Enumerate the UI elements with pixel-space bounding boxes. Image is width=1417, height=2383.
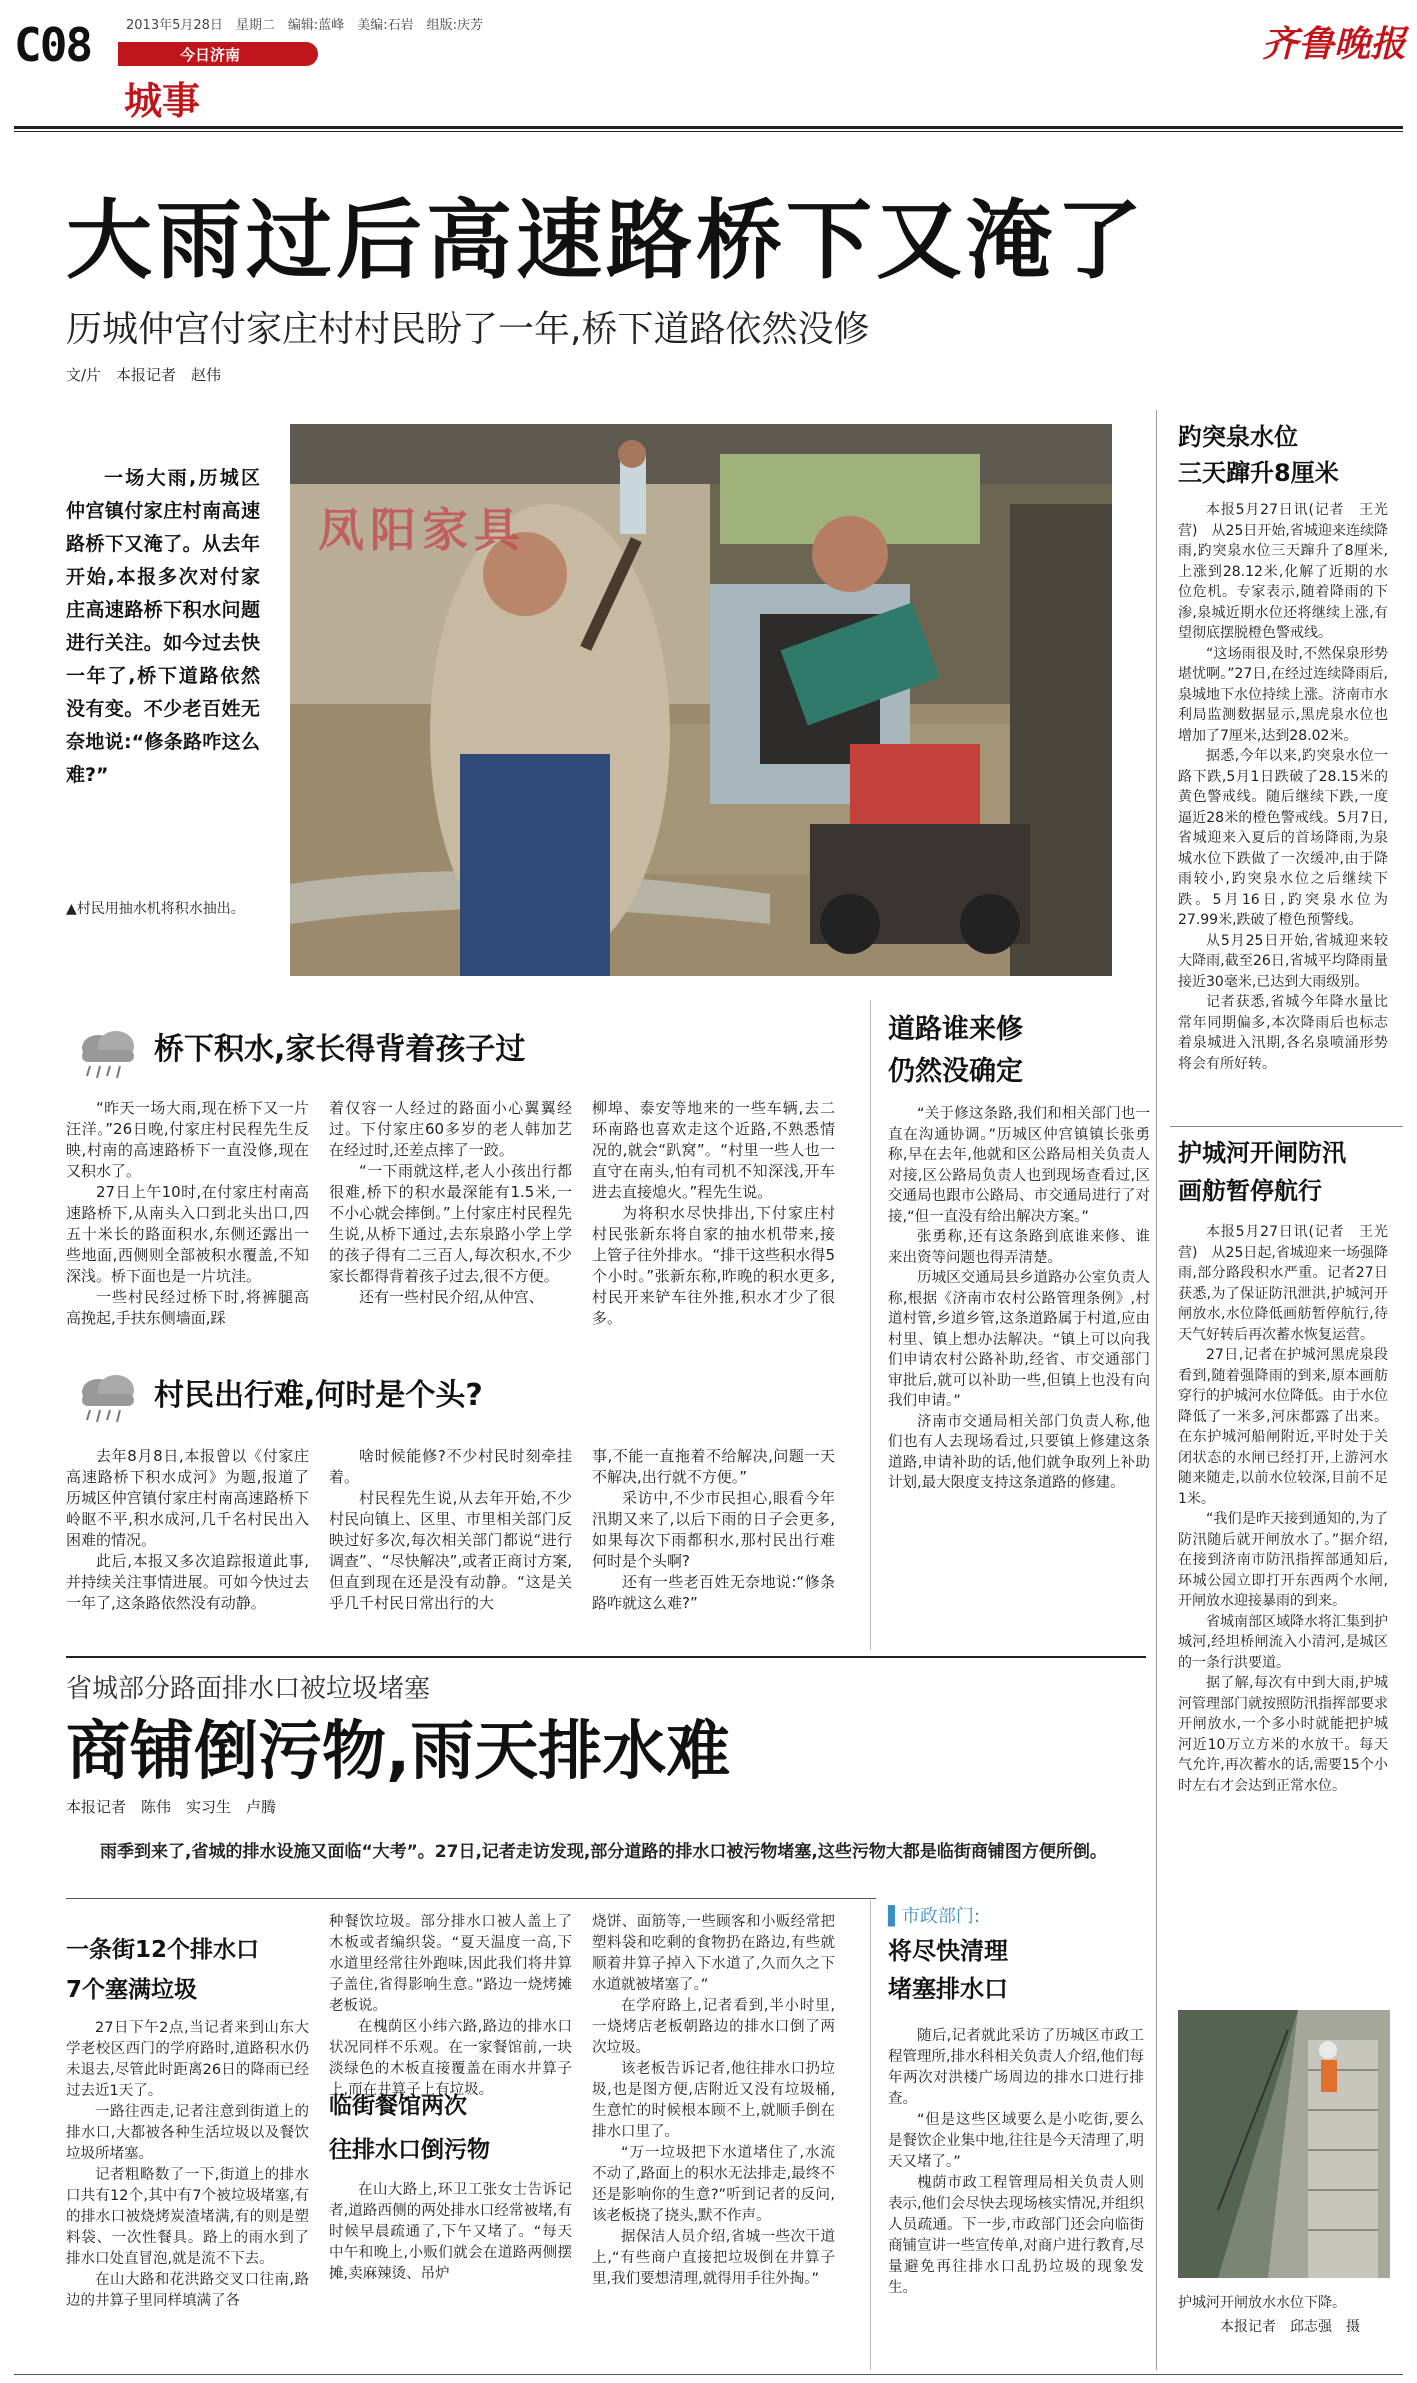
story3-para: 记者粗略数了一下,街道上的排水口共有12个,其中有7个被垃圾堵塞,有的排水口被烧烤炭渣堵满,有的则是塑料袋、一次性餐具。路上的雨水到了排水口处直冒泡,就是流不下去。: [66, 2167, 309, 2267]
story2-para: 啥时候能修?不少村民时刻牵挂着。: [329, 1447, 572, 1486]
story1-para: “一下雨就这样,老人小孩出行都很难,桥下的积水最深能有1.5米,一不小心就会摔倒。”上付家庄村民程先生说,从桥下通过,去东泉路小学上学的孩子得有二三百人,每次积水,不少家长都得背着孩子过去,很不方便。: [329, 1162, 572, 1285]
story1-para: 为将积水尽快排出,下付家庄村村民张新东将自家的抽水机带来,接上管子往外排水。“排干这些积水得5个小时。”张新东称,昨晚的积水更多,村民开来铲车往外推,积水才少了很多。: [592, 1204, 835, 1327]
moat-photo: [1178, 2010, 1390, 2278]
story3-para: 烧饼、面筋等,一些顾客和小贩经常把塑料袋和吃剩的食物扔在路边,有些就顺着井算子掉入下水道了,久而久之下水道就被堵塞了。”: [592, 1914, 835, 1993]
side1-para: 张勇称,还有这条路到底谁来修、谁来出资等问题也得弄清楚。: [888, 1229, 1150, 1266]
story3-sub2-line1: 临街餐馆两次: [329, 2093, 467, 2119]
right-body2: [1178, 1222, 1388, 2002]
story2-title: 村民出行难,何时是个头?: [154, 1378, 483, 1413]
right-para: “我们是昨天接到通知的,为了防汛随后就开闸放水了。”据介绍,在接到济南市防汛指挥部通知后,环城公园立即打开东西两个水闸,开闸放水迎接暴雨的到来。: [1178, 1511, 1388, 1609]
side1-divider: [870, 1000, 871, 1650]
header-rule-thin: [14, 131, 1403, 132]
lead-headline: 大雨过后高速路桥下又淹了: [66, 191, 1146, 291]
right-column-divider: [1156, 410, 1157, 2370]
story3-para: “万一垃圾把下水道堵住了,水流不动了,路面上的积水无法排走,最终不还是影响你的生意?”听到记者的反问,该老板挠了挠头,默不作声。: [592, 2145, 835, 2224]
story3-col3: [592, 1912, 835, 2370]
story3-side-tag: ▌市政部门:: [888, 1906, 980, 1927]
right-para: 本报5月27日讯(记者 王光营) 从25日起,省城迎来一场强降雨,部分路段积水严重。记者27日获悉,为了保证防汛泄洪,护城河开闸放水,水位降低画舫暂停航行,待天气好转后再次蓄水恢复运营。: [1178, 1224, 1388, 1343]
story3-para: 种餐饮垃圾。部分排水口被人盖上了木板或者编织袋。“夏天温度一高,下水道里经常往外跑味,因此我们将井算子盖住,省得影响生意。”路边一烧烤摊老板说。: [329, 1914, 572, 2014]
right-para: 据悉,今年以来,趵突泉水位一路下跌,5月1日跌破了28.15米的黄色警戒线。随后继续下跌,一度逼近28米的橙色警戒线。5月7日,省城迎来入夏后的首场降雨,为泉城水位下跌做了一次缓冲,由于降雨较小,趵突泉水位之后继续下跌。5月16日,趵突泉水位为27.99米,跌破了橙色预警线。: [1178, 748, 1388, 928]
right-para: 27日,记者在护城河黑虎泉段看到,随着强降雨的到来,原本画舫穿行的护城河水位降低。由于水位降低了一米多,河床都露了出来。在东护城河船闸附近,平时处于关闭状态的水闸已经打开,上游河水随来随走,以前水位较深,目前不足1米。: [1178, 1347, 1388, 1507]
story3-para: 一路往西走,记者注意到街道上的排水口,大都被各种生活垃圾以及餐饮垃圾所堵塞。: [66, 2104, 309, 2162]
story2-col1: [66, 1446, 309, 1642]
story1-para: 一些村民经过桥下时,将裤腿高高挽起,手扶东侧墙面,踩: [66, 1288, 309, 1327]
story3-sub1-line1: 一条街12个排水口: [66, 1937, 260, 1963]
story3-sub1-line2: 7个塞满垃圾: [66, 1977, 198, 2003]
story3-sub2-line2: 往排水口倒污物: [329, 2137, 490, 2163]
side1-para: 济南市交通局相关部门负责人称,他们也有人去现场看过,只要镇上修建这条道路,申请补助的话,他们就争取列上补助计划,最大限度支持这条道路的修建。: [888, 1413, 1150, 1491]
story3-para: 在山大路上,环卫工张女士告诉记者,道路西侧的两处排水口经常被堵,有时候早晨疏通了,下午又堵了。“每天中午和晚上,小贩们就会在道路两侧摆摊,卖麻辣烫、吊炉: [329, 2182, 572, 2282]
story1-para: 27日上午10时,在付家庄村南高速路桥下,从南头入口到北头出口,四五十米长的路面积水,东侧还露出一些地面,西侧则全部被积水覆盖,不知深浅。桥下面也是一片坑洼。: [66, 1183, 309, 1285]
right-para: 本报5月27日讯(记者 王光营) 从25日开始,省城迎来连续降雨,趵突泉水位三天蹿升了8厘米,上涨到28.12米,化解了近期的水位危机。专家表示,随着降雨的下渗,泉城近期水位还将继续上涨,有望彻底摆脱橙色警戒线。: [1178, 502, 1388, 641]
right-title1-line2: 三天蹿升8厘米: [1178, 459, 1339, 487]
story2-para: 还有一些老百姓无奈地说:“修条路咋就这么难?”: [592, 1573, 835, 1612]
story3-side-para: 槐荫市政工程管理局相关负责人则表示,他们会尽快去现场核实情况,并组织人员疏通。下一步,市政部门还会向临街商铺宣讲一些宣传单,对商户进行教育,尽量避免再往排水口乱扔垃圾的现象发生。: [888, 2175, 1144, 2296]
story1-para: 还有一些村民介绍,从仲宫、: [359, 1288, 544, 1306]
story1-col2: [329, 1098, 572, 1354]
cloud-rain-icon: [74, 1028, 140, 1084]
story3-side-divider: [870, 1900, 871, 2370]
story3-col2b: [329, 2180, 572, 2370]
story3-byline: 本报记者 陈伟 实习生 卢腾: [66, 1798, 277, 1816]
page-number: C08: [14, 18, 92, 72]
story1-para: “昨天一场大雨,现在桥下又一片汪洋。”26日晚,付家庄村民程先生反映,村南的高速路桥下一直没修,现在又积水了。: [66, 1099, 309, 1180]
side1-title-line2: 仍然没确定: [888, 1056, 1023, 1087]
story3-side-para: “但是这些区域要么是小吃街,要么是餐饮企业集中地,往往是今天清理了,明天又堵了。”: [888, 2112, 1144, 2170]
lead-photo: [290, 424, 1112, 976]
lead-subhead: 历城仲宫付家庄村村民盼了一年,桥下道路依然没修: [66, 309, 870, 350]
right-body1: [1178, 500, 1388, 1120]
lead-intro-text: 一场大雨,历城区仲宫镇付家庄村南高速路桥下又淹了。从去年开始,本报多次对付家庄高速路桥下积水问题进行关注。如今过去快一年了,桥下道路依然没有变。不少老百姓无奈地说:“修条路咋这么难?”: [66, 467, 260, 786]
header-meta: 2013年5月28日 星期二 编辑:蓝峰 美编:石岩 组版:庆芳: [126, 18, 484, 33]
lead-photo-sign: 凤阳家具: [318, 503, 526, 557]
right-para: 从5月25日开始,省城迎来较大降雨,截至26日,省城平均降雨量接近30毫米,已达到大雨级别。: [1178, 932, 1388, 990]
story3-top-rule: [66, 1656, 1146, 1658]
right-para: “这场雨很及时,不然保泉形势堪忧啊。”27日,在经过连续降雨后,泉城地下水位持续上涨。济南市水利局监测数据显示,黑虎泉水位也增加了7厘米,达到28.02米。: [1178, 645, 1388, 744]
moat-photo-image: [1178, 2010, 1390, 2278]
right-title1-line1: 趵突泉水位: [1178, 423, 1298, 451]
story1-col3: [592, 1098, 835, 1354]
right-divider: [1170, 1126, 1403, 1127]
story3-para: 在槐荫区小纬六路,路边的排水口状况同样不乐观。在一家餐馆前,一块淡绿色的木板直接覆盖在雨水井算子上,而在井算子上有垃圾。: [329, 2019, 572, 2098]
right-para: 据了解,每次有中到大雨,护城河管理部门就按照防汛指挥部要求开闸放水,一个多小时就能把护城河近10万立方米的水放干。每天气允许,再次蓄水的话,需要15个小时左右才会达到正常水位。: [1178, 1675, 1388, 1794]
right-title2-line1: 护城河开闸防汛: [1178, 1139, 1346, 1167]
story3-side-body: [888, 2026, 1144, 2370]
right-title2-line2: 画舫暂停航行: [1178, 1177, 1322, 1205]
cloud-rain-icon: [74, 1372, 140, 1428]
side1-title-line1: 道路谁来修: [888, 1014, 1023, 1045]
brand-logo: 齐鲁晚报: [1262, 23, 1407, 65]
story1-col1: [66, 1098, 309, 1354]
right-para: 省城南部区域降水将汇集到护城河,经坦桥闸流入小清河,是城区的一条行洪要道。: [1178, 1613, 1388, 1671]
section-tag-label: 今日济南: [180, 46, 241, 64]
story3-para: 据保洁人员介绍,省城一些次干道上,“有些商户直接把垃圾倒在井算子里,我们要想清理,就得用手往外掏。”: [592, 2229, 835, 2287]
story2-para: 此后,本报又多次追踪报道此事,并持续关注事情进展。可如今快过去一年了,这条路依然没有动静。: [66, 1552, 309, 1612]
header-rule: [14, 126, 1403, 129]
story1-title: 桥下积水,家长得背着孩子过: [154, 1032, 526, 1067]
story2-para: 村民程先生说,从去年开始,不少村民向镇上、区里、市里相关部门反映过好多次,每次相关部门都说“进行调查”、“尽快解决”,或者正商讨方案,但直到现在还是没有动静。“这是关乎几千村民日常出行的大: [329, 1489, 572, 1612]
side1-para: “关于修这条路,我们和相关部门也一直在沟通协调。”历城区仲宫镇镇长张勇称,早在去年,他就和区公路局相关负责人对接,区公路局负责人也到现场查看过,区交通局也跟市公路局、市交通局进行了对接,“但一直没有给出解决方案。”: [888, 1106, 1150, 1225]
moat-photo-caption: 护城河开闸放水水位下降。: [1178, 2295, 1346, 2311]
section-name: 城事: [124, 79, 201, 123]
right-para: 记者获悉,省城今年降水量比常年同期偏多,本次降雨后也标志着泉城进入汛期,各名泉喷涌形势将会有所好转。: [1178, 994, 1388, 1072]
story3-side-title1: 将尽快清理: [888, 1937, 1008, 1965]
story3-headline: 商铺倒污物,雨天排水难: [66, 1715, 731, 1789]
story3-side-title2: 堵塞排水口: [888, 1975, 1008, 2003]
story2-para: 事,不能一直拖着不给解决,问题一天不解决,出行就不方便。”: [592, 1447, 835, 1486]
story3-intro-rule: [66, 1898, 876, 1899]
story3-col1: [66, 2018, 309, 2370]
story3-intro-text: 雨季到来了,省城的排水设施又面临“大考”。27日,记者走访发现,部分道路的排水口被污物堵塞,这些污物大都是临街商铺图方便所倒。: [100, 1842, 1107, 1862]
side1-para: 历城区交通局县乡道路办公室负责人称,根据《济南市农村公路管理条例》,村道村管,乡道乡管,这条道路属于村道,应由村里、镇上想办法解决。“镇上可以向我们申请农村公路补助,经省、市交通部门审批后,就可以补助一些,但镇上也没有向我们申请。”: [888, 1270, 1150, 1409]
footer-rule: [14, 2374, 1403, 2375]
lead-intro: [66, 462, 260, 792]
story2-col2: [329, 1446, 572, 1642]
moat-photo-credit: 本报记者 邱志强 摄: [1220, 2319, 1360, 2335]
side1-body: [888, 1104, 1150, 1644]
lead-byline: 文/片 本报记者 赵伟: [66, 366, 222, 384]
story1-para: 柳埠、泰安等地来的一些车辆,去二环南路也喜欢走这个近路,不熟悉情况的,就会“趴窝”。“村里一些人也一直守在南头,怕有司机不知深浅,开车进去直接熄火。”程先生说。: [592, 1099, 835, 1201]
story2-para: 采访中,不少市民担心,眼看今年汛期又来了,以后下雨的日子会更多,如果每次下雨都积水,那村民出行难何时是个头啊?: [592, 1489, 835, 1570]
story2-col3: [592, 1446, 835, 1642]
story3-para: 在山大路和花洪路交叉口往南,路边的井算子里同样填满了各: [66, 2272, 309, 2309]
story3-side-para: 随后,记者就此采访了历城区市政工程管理所,排水科相关负责人介绍,他们每年两次对洪楼广场周边的排水口进行排查。: [888, 2028, 1144, 2107]
story3-para: 该老板告诉记者,他往排水口扔垃圾,也是图方便,店附近又没有垃圾桶,生意忙的时候根本顾不上,就顺手倒在排水口里了。: [592, 2061, 835, 2140]
lead-photo-caption: ▲村民用抽水机将积水抽出。: [66, 901, 245, 917]
story3-para: 27日下午2点,当记者来到山东大学老校区西门的学府路时,道路积水仍未退去,尽管此时距离26日的降雨已经过去近1天了。: [66, 2020, 309, 2099]
story3-col2a: [329, 1912, 572, 2098]
story2-para: 去年8月8日,本报曾以《付家庄高速路桥下积水成河》为题,报道了历城区仲宫镇付家庄村南高速路桥下岭眍不平,积水成河,几千名村民出入困难的情况。: [66, 1447, 309, 1549]
story3-para: 在学府路上,记者看到,半小时里,一烧烤店老板朝路边的排水口倒了两次垃圾。: [592, 1998, 835, 2056]
story3-intro: [66, 1840, 1136, 1865]
story1-para: 着仅容一人经过的路面小心翼翼经过。下付家庄60多岁的老人韩加艺在经过时,还差点摔了一跤。: [329, 1099, 572, 1159]
story3-kicker: 省城部分路面排水口被垃圾堵塞: [66, 1674, 431, 1704]
